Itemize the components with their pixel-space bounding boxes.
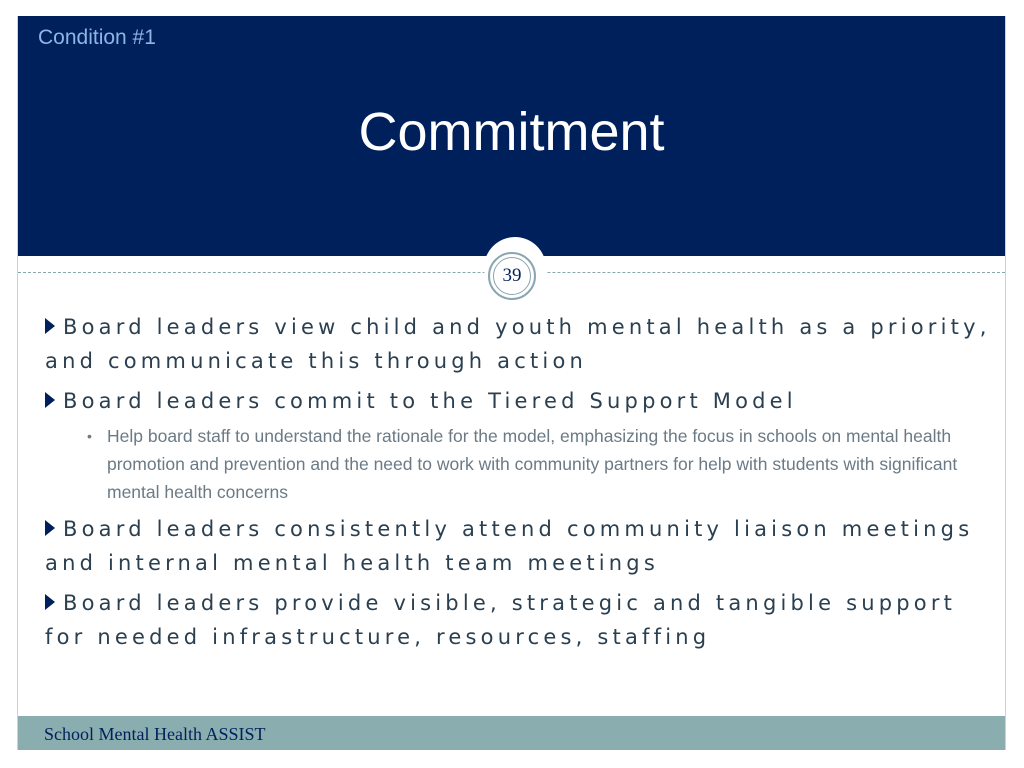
footer-text: School Mental Health ASSIST bbox=[44, 724, 266, 744]
dot-icon: • bbox=[87, 428, 92, 444]
slide-footer bbox=[18, 716, 1005, 750]
page-number-badge bbox=[488, 252, 536, 300]
condition-label: Condition #1 bbox=[38, 26, 156, 49]
slide-title: Commitment bbox=[358, 102, 665, 162]
triangle-right-icon bbox=[45, 520, 55, 536]
bullet-item bbox=[45, 512, 995, 580]
bullet-item bbox=[45, 310, 995, 378]
triangle-right-icon bbox=[45, 392, 55, 408]
slide-header bbox=[18, 16, 1005, 256]
bullet-text: Board leaders commit to the Tiered Support Model bbox=[63, 389, 797, 413]
bullet-list bbox=[45, 310, 995, 660]
bullet-item bbox=[45, 586, 995, 654]
page-number: 39 bbox=[493, 257, 531, 295]
slide bbox=[17, 16, 1006, 750]
bullet-text: Board leaders provide visible, strategic and tangible support for needed infrastructure, resources, staffing bbox=[45, 591, 957, 649]
bullet-text: Board leaders consistently attend community liaison meetings and internal mental health team meetings bbox=[45, 517, 974, 575]
sub-bullet-item bbox=[87, 422, 995, 506]
sub-bullet-text: Help board staff to understand the rationale for the model, emphasizing the focus in schools on mental health promotion and prevention and the need to work with community partners for help with students with significant mental health concerns bbox=[107, 426, 958, 502]
bullet-item bbox=[45, 384, 995, 418]
triangle-right-icon bbox=[45, 318, 55, 334]
bullet-text: Board leaders view child and youth mental health as a priority, and communicate this through action bbox=[45, 315, 991, 373]
triangle-right-icon bbox=[45, 594, 55, 610]
